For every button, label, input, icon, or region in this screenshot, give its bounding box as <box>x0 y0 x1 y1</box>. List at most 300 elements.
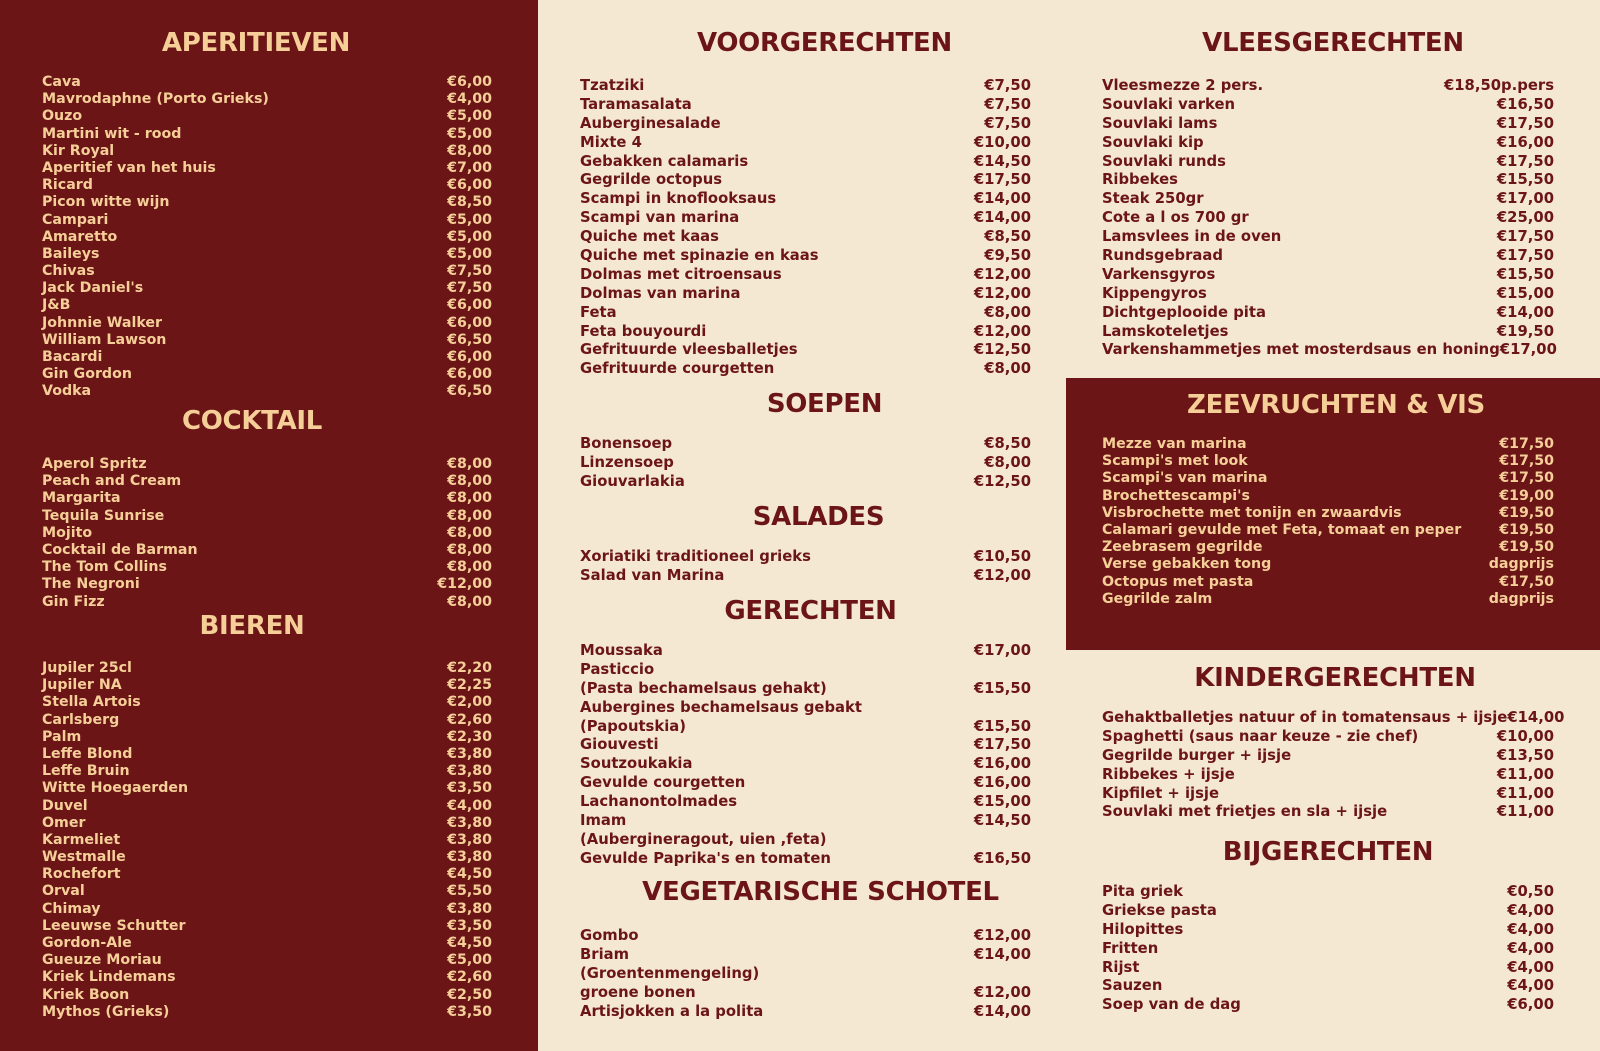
item-price: €4,00 <box>447 91 492 108</box>
item-price: €17,50 <box>1496 114 1554 132</box>
item-name: Soutzoukakia <box>580 755 693 773</box>
item-price: €6,00 <box>447 349 492 365</box>
item-name: Imam <box>580 812 627 830</box>
menu-item <box>580 171 1031 190</box>
item-price: €12,00 <box>973 265 1031 283</box>
item-list <box>1102 436 1554 608</box>
item-name: Soep van de dag <box>1102 996 1241 1014</box>
menu-item <box>1102 522 1554 539</box>
section-title: VLEESGERECHTEN <box>1202 28 1464 58</box>
item-price: €2,25 <box>447 677 492 694</box>
menu-item <box>1102 996 1554 1015</box>
item-name: groene bonen <box>580 983 696 1001</box>
menu-item <box>1102 453 1554 470</box>
menu-item <box>580 153 1031 172</box>
item-name: Scampi's van marina <box>1102 470 1268 487</box>
item-name: Zeebrasem gegrilde <box>1102 539 1263 556</box>
menu-item <box>1102 190 1554 209</box>
section-vegetarische <box>580 877 1031 1021</box>
item-name: Varkenshammetjes met mosterdsaus en honing <box>1102 341 1500 359</box>
item-name: (Groentenmengeling) <box>580 964 760 982</box>
item-price: €16,50 <box>973 849 1031 867</box>
item-price: €8,00 <box>447 593 492 610</box>
item-price: €3,80 <box>447 849 492 866</box>
item-price: €8,50 <box>984 228 1031 246</box>
item-name: (Pasta bechamelsaus gehakt) <box>580 679 827 697</box>
menu-item <box>580 774 1031 793</box>
menu-item <box>580 341 1031 360</box>
menu-item <box>1102 556 1554 573</box>
menu-item <box>42 508 492 525</box>
item-name: Moussaka <box>580 642 663 659</box>
menu-item <box>42 246 492 263</box>
item-name: Rundsgebraad <box>1102 247 1223 265</box>
menu-item <box>580 473 1031 492</box>
item-price: €14,00 <box>973 209 1031 227</box>
item-price: €14,00 <box>973 190 1031 208</box>
section-title: KINDERGERECHTEN <box>1194 663 1476 693</box>
item-price: €3,50 <box>447 1003 492 1020</box>
item-name: Linzensoep <box>580 453 674 471</box>
item-price: €11,00 <box>1496 765 1554 783</box>
menu-item <box>42 729 492 746</box>
item-list <box>1102 77 1557 360</box>
menu-item <box>580 190 1031 209</box>
item-list <box>42 74 492 401</box>
menu-item <box>42 473 492 490</box>
item-price: €4,00 <box>447 797 492 814</box>
menu-item <box>580 680 1031 699</box>
item-name: Baileys <box>42 245 100 262</box>
menu-item <box>1102 959 1554 978</box>
item-price: €7,00 <box>447 159 492 176</box>
item-price: €14,00 <box>1496 303 1554 321</box>
item-name: Ribbekes <box>1102 171 1178 189</box>
item-name: Dichtgeplooide pita <box>1102 303 1266 321</box>
item-name: Gebakken calamaris <box>580 152 749 170</box>
menu-item <box>42 798 492 815</box>
menu-item <box>1102 940 1554 959</box>
item-price: €2,30 <box>447 728 492 745</box>
menu-item <box>42 383 492 400</box>
menu-item <box>42 349 492 366</box>
item-price: €19,50 <box>1499 504 1554 521</box>
item-name: Dolmas van marina <box>580 284 741 302</box>
item-price: €10,00 <box>973 133 1031 151</box>
item-name: Dolmas met citroensaus <box>580 265 782 283</box>
menu-item <box>580 642 1031 661</box>
menu-item <box>42 694 492 711</box>
menu-item <box>580 699 1031 718</box>
item-price: €2,50 <box>447 986 492 1003</box>
item-price: €4,00 <box>1507 939 1554 957</box>
menu-item <box>42 712 492 729</box>
item-name: (Aubergineragout, uien ,feta) <box>580 830 827 848</box>
menu-item <box>1102 247 1554 266</box>
menu-item <box>1102 883 1554 902</box>
menu-item <box>1102 766 1554 785</box>
item-name: Souvlaki kip <box>1102 133 1204 151</box>
item-name: Lachanontolmades <box>580 793 738 811</box>
menu-item <box>1102 115 1554 134</box>
item-price: €17,50 <box>973 736 1031 754</box>
menu-item <box>580 755 1031 774</box>
menu-item <box>42 935 492 952</box>
menu-item <box>42 456 492 473</box>
section-title: BIEREN <box>199 611 305 641</box>
item-price: €25,00 <box>1496 209 1554 227</box>
menu-item <box>42 849 492 866</box>
item-price: €8,00 <box>984 453 1031 471</box>
menu-item <box>580 965 1031 984</box>
item-name: Gordon-Ale <box>42 935 132 951</box>
item-name: (Papoutskia) <box>580 717 687 735</box>
item-name: Kriek Lindemans <box>42 969 176 986</box>
item-name: Cote a l os 700 gr <box>1102 209 1249 227</box>
menu-item <box>580 285 1031 304</box>
item-price: €16,00 <box>973 755 1031 773</box>
menu-item <box>580 115 1031 134</box>
item-price: €17,50 <box>1496 152 1554 170</box>
item-list <box>580 77 1031 379</box>
menu-item <box>42 108 492 125</box>
item-name: Quiche met kaas <box>580 228 719 246</box>
item-name: Margarita <box>42 490 121 507</box>
menu-item <box>580 209 1031 228</box>
item-price: €11,00 <box>1496 803 1554 821</box>
item-list <box>580 927 1031 1021</box>
item-price: €15,50 <box>973 679 1031 697</box>
item-price: €6,50 <box>447 383 492 400</box>
item-name: Ribbekes + ijsje <box>1102 765 1235 783</box>
item-name: Pita griek <box>1102 883 1183 900</box>
item-name: Scampi's met look <box>1102 453 1248 470</box>
item-price: €8,00 <box>984 303 1031 321</box>
menu-item <box>42 866 492 883</box>
item-name: Westmalle <box>42 849 126 866</box>
item-price: €8,00 <box>447 142 492 159</box>
item-name: Taramasalata <box>580 95 692 113</box>
menu-item <box>1102 574 1554 591</box>
section-cocktail <box>42 406 492 611</box>
item-price: €5,00 <box>447 228 492 245</box>
item-price: €7,50 <box>984 114 1031 132</box>
menu-item <box>580 323 1031 342</box>
item-name: Giouvarlakia <box>580 472 685 490</box>
item-name: Tzatziki <box>580 77 645 94</box>
section-title: VOORGERECHTEN <box>697 28 952 58</box>
item-name: Brochettescampi's <box>1102 487 1250 504</box>
item-price: €3,50 <box>447 917 492 934</box>
item-price: €7,50 <box>447 263 492 280</box>
item-name: Rijst <box>1102 958 1140 976</box>
item-name: Steak 250gr <box>1102 190 1204 208</box>
item-name: Auberginesalade <box>580 114 721 132</box>
menu-item <box>580 927 1031 946</box>
item-name: Spaghetti (saus naar keuze - zie chef) <box>1102 727 1419 745</box>
item-name: Gevulde Paprika's en tomaten <box>580 849 831 867</box>
item-price: €14,50 <box>973 152 1031 170</box>
menu-item <box>42 677 492 694</box>
item-name: Cocktail de Barman <box>42 541 198 558</box>
item-name: Xoriatiki traditioneel grieks <box>580 548 811 565</box>
item-name: Vleesmezze 2 pers. <box>1102 77 1264 94</box>
item-name: Tequila Sunrise <box>42 507 165 524</box>
item-name: Giouvesti <box>580 736 659 754</box>
item-name: Leffe Bruin <box>42 763 130 780</box>
section-soepen <box>580 389 1031 492</box>
item-list <box>42 456 492 611</box>
section-gerechten <box>580 596 1031 869</box>
section-title: SOEPEN <box>766 389 883 419</box>
item-name: Verse gebakken tong <box>1102 556 1272 573</box>
item-name: Scampi van marina <box>580 209 740 227</box>
section-voorgerechten <box>580 28 1031 379</box>
item-price: €17,50 <box>1499 453 1554 470</box>
item-price: €8,00 <box>447 559 492 576</box>
item-name: Bacardi <box>42 349 103 365</box>
item-name: Jupiler 25cl <box>42 660 132 676</box>
item-name: Leffe Blond <box>42 745 133 762</box>
item-price: €8,00 <box>447 490 492 507</box>
menu-item <box>42 126 492 143</box>
item-name: Hilopittes <box>1102 920 1184 938</box>
menu-item <box>1102 171 1554 190</box>
item-price: €16,00 <box>1496 133 1554 151</box>
item-price: €3,80 <box>447 763 492 780</box>
item-price: €3,80 <box>447 831 492 848</box>
menu-item <box>1102 285 1554 304</box>
item-price: €7,50 <box>447 280 492 297</box>
item-price: €19,00 <box>1499 487 1554 504</box>
section-bijgerechten <box>1102 837 1554 1015</box>
item-price: €12,50 <box>973 341 1031 359</box>
menu-item <box>1102 902 1554 921</box>
item-name: Souvlaki runds <box>1102 152 1226 170</box>
item-price: €7,50 <box>984 95 1031 113</box>
menu-item <box>1102 709 1565 728</box>
menu-item <box>1102 747 1554 766</box>
section-salades <box>580 502 1031 586</box>
section-vleesgerechten <box>1102 28 1557 360</box>
item-name: Gegrilde octopus <box>580 171 723 189</box>
item-price: €12,00 <box>437 576 492 593</box>
item-name: Lamskoteletjes <box>1102 322 1229 340</box>
menu-item <box>42 91 492 108</box>
menu-item <box>42 576 492 593</box>
item-price: €15,50 <box>1496 171 1554 189</box>
item-name: Sauzen <box>1102 977 1163 995</box>
item-name: Witte Hoegaerden <box>42 780 189 797</box>
item-name: Kriek Boon <box>42 986 130 1003</box>
item-price: €12,00 <box>973 322 1031 340</box>
menu-item <box>580 661 1031 680</box>
item-price: €4,00 <box>1507 958 1554 976</box>
item-price: €8,50 <box>984 435 1031 452</box>
item-name: Feta bouyourdi <box>580 322 707 340</box>
item-name: Gin Fizz <box>42 593 105 610</box>
item-name: Gin Gordon <box>42 366 132 383</box>
item-price: €3,80 <box>447 745 492 762</box>
menu-item <box>42 212 492 229</box>
menu-item <box>42 280 492 297</box>
menu-item <box>580 1003 1031 1022</box>
menu-item <box>42 815 492 832</box>
item-name: J&B <box>42 297 71 314</box>
menu-item <box>42 525 492 542</box>
section-aperitieven <box>42 28 492 401</box>
item-list <box>580 435 1031 492</box>
item-name: Varkensgyros <box>1102 265 1216 283</box>
section-bieren <box>42 611 492 1021</box>
item-name: Gegrilde burger + ijsje <box>1102 746 1292 764</box>
item-name: Peach and Cream <box>42 473 182 490</box>
item-price: €19,50 <box>1499 521 1554 538</box>
item-name: Souvlaki varken <box>1102 95 1236 113</box>
item-name: Gefrituurde vleesballetjes <box>580 341 798 359</box>
item-price: €6,00 <box>1507 996 1554 1014</box>
menu-item <box>42 297 492 314</box>
item-name: Chimay <box>42 900 101 917</box>
menu-item <box>42 883 492 900</box>
menu-item <box>1102 539 1554 556</box>
item-name: Omer <box>42 814 86 831</box>
menu-item <box>1102 591 1554 608</box>
menu-item <box>580 736 1031 755</box>
item-price: €19,50 <box>1499 539 1554 556</box>
item-price: €2,60 <box>447 711 492 728</box>
item-name: Kippengyros <box>1102 284 1207 302</box>
menu-item <box>1102 728 1554 747</box>
menu-item <box>580 228 1031 247</box>
item-name: Salad van Marina <box>580 566 725 584</box>
menu-item <box>1102 977 1554 996</box>
item-price: €14,00 <box>973 945 1031 963</box>
item-price: €15,50 <box>1496 265 1554 283</box>
item-name: Chivas <box>42 263 95 280</box>
menu-item <box>42 194 492 211</box>
item-name: Palm <box>42 728 82 745</box>
item-price: €14,50 <box>973 812 1031 830</box>
item-name: Octopus met pasta <box>1102 573 1254 590</box>
item-name: Orval <box>42 883 85 900</box>
item-price: €4,00 <box>1507 901 1554 919</box>
item-price: €15,00 <box>973 793 1031 811</box>
menu-item <box>42 746 492 763</box>
item-price: €16,00 <box>973 774 1031 792</box>
item-price: €6,00 <box>447 177 492 194</box>
menu-item <box>580 360 1031 379</box>
item-name: Johnnie Walker <box>42 314 163 331</box>
item-name: Leeuwse Schutter <box>42 917 186 934</box>
menu-item <box>580 435 1031 454</box>
menu-item <box>42 143 492 160</box>
menu-item <box>42 366 492 383</box>
section-title: VEGETARISCHE SCHOTEL <box>642 877 999 907</box>
menu-item <box>42 490 492 507</box>
item-price: €4,00 <box>1507 977 1554 995</box>
item-price: €12,00 <box>973 284 1031 302</box>
menu-item <box>580 247 1031 266</box>
section-title: APERITIEVEN <box>161 28 351 58</box>
menu-item <box>42 780 492 797</box>
menu-item <box>580 718 1031 737</box>
menu-item <box>1102 153 1554 172</box>
item-name: Kir Royal <box>42 142 115 159</box>
item-name: Aperol Spritz <box>42 456 147 472</box>
item-name: Briam <box>580 945 630 963</box>
item-price: €6,00 <box>447 314 492 331</box>
item-name: Picon witte wijn <box>42 194 170 211</box>
item-name: Jupiler NA <box>42 677 122 694</box>
item-price: €5,00 <box>447 108 492 125</box>
section-title: ZEEVRUCHTEN & VIS <box>1187 390 1485 420</box>
menu-item <box>42 969 492 986</box>
menu-item <box>580 984 1031 1003</box>
item-name: Amaretto <box>42 228 118 245</box>
item-price: €4,50 <box>447 935 492 951</box>
item-price: €0,50 <box>1507 883 1554 900</box>
item-name: Bonensoep <box>580 435 673 452</box>
menu-item <box>1102 96 1554 115</box>
item-name: William Lawson <box>42 331 167 348</box>
item-list <box>580 642 1031 869</box>
item-name: Mojito <box>42 524 93 541</box>
item-price: €8,00 <box>447 473 492 490</box>
section-title: SALADES <box>752 502 885 532</box>
item-price: €15,50 <box>973 717 1031 735</box>
menu-item <box>580 134 1031 153</box>
menu-item <box>580 454 1031 473</box>
item-price: €17,50 <box>1496 228 1554 246</box>
item-name: Calamari gevulde met Feta, tomaat en peper <box>1102 521 1462 538</box>
item-name: Mezze van marina <box>1102 436 1247 452</box>
item-name: Visbrochette met tonijn en zwaardvis <box>1102 504 1402 521</box>
menu-item <box>42 177 492 194</box>
item-price: €12,00 <box>973 927 1031 944</box>
item-name: The Tom Collins <box>42 559 167 576</box>
item-name: Mavrodaphne (Porto Grieks) <box>42 91 269 108</box>
item-name: Aubergines bechamelsaus gebakt <box>580 698 862 716</box>
section-kindergerechten <box>1102 663 1565 822</box>
item-price: €10,50 <box>973 548 1031 565</box>
item-name: Stella Artois <box>42 694 141 711</box>
item-price: €17,00 <box>1499 341 1557 359</box>
menu-item <box>580 831 1031 850</box>
item-name: Campari <box>42 211 109 228</box>
menu-item <box>580 304 1031 323</box>
item-name: Duvel <box>42 797 88 814</box>
item-price: €14,00 <box>1507 709 1565 726</box>
item-name: Gehaktballetjes natuur of in tomatensaus + ijsje <box>1102 709 1508 726</box>
item-price: €12,00 <box>973 566 1031 584</box>
menu-item <box>42 74 492 91</box>
menu-item <box>1102 436 1554 453</box>
item-name: Vodka <box>42 383 92 400</box>
menu-item <box>42 952 492 969</box>
item-name: Mixte 4 <box>580 133 642 151</box>
menu-item <box>1102 785 1554 804</box>
item-price: €6,00 <box>447 297 492 314</box>
item-price: €5,00 <box>447 952 492 969</box>
item-name: Rochefort <box>42 866 121 883</box>
menu-item <box>42 263 492 280</box>
menu-item <box>42 918 492 935</box>
item-price: €6,00 <box>447 366 492 383</box>
item-price: €17,00 <box>973 642 1031 659</box>
item-name: Aperitief van het huis <box>42 159 216 176</box>
item-price: €4,50 <box>447 866 492 883</box>
